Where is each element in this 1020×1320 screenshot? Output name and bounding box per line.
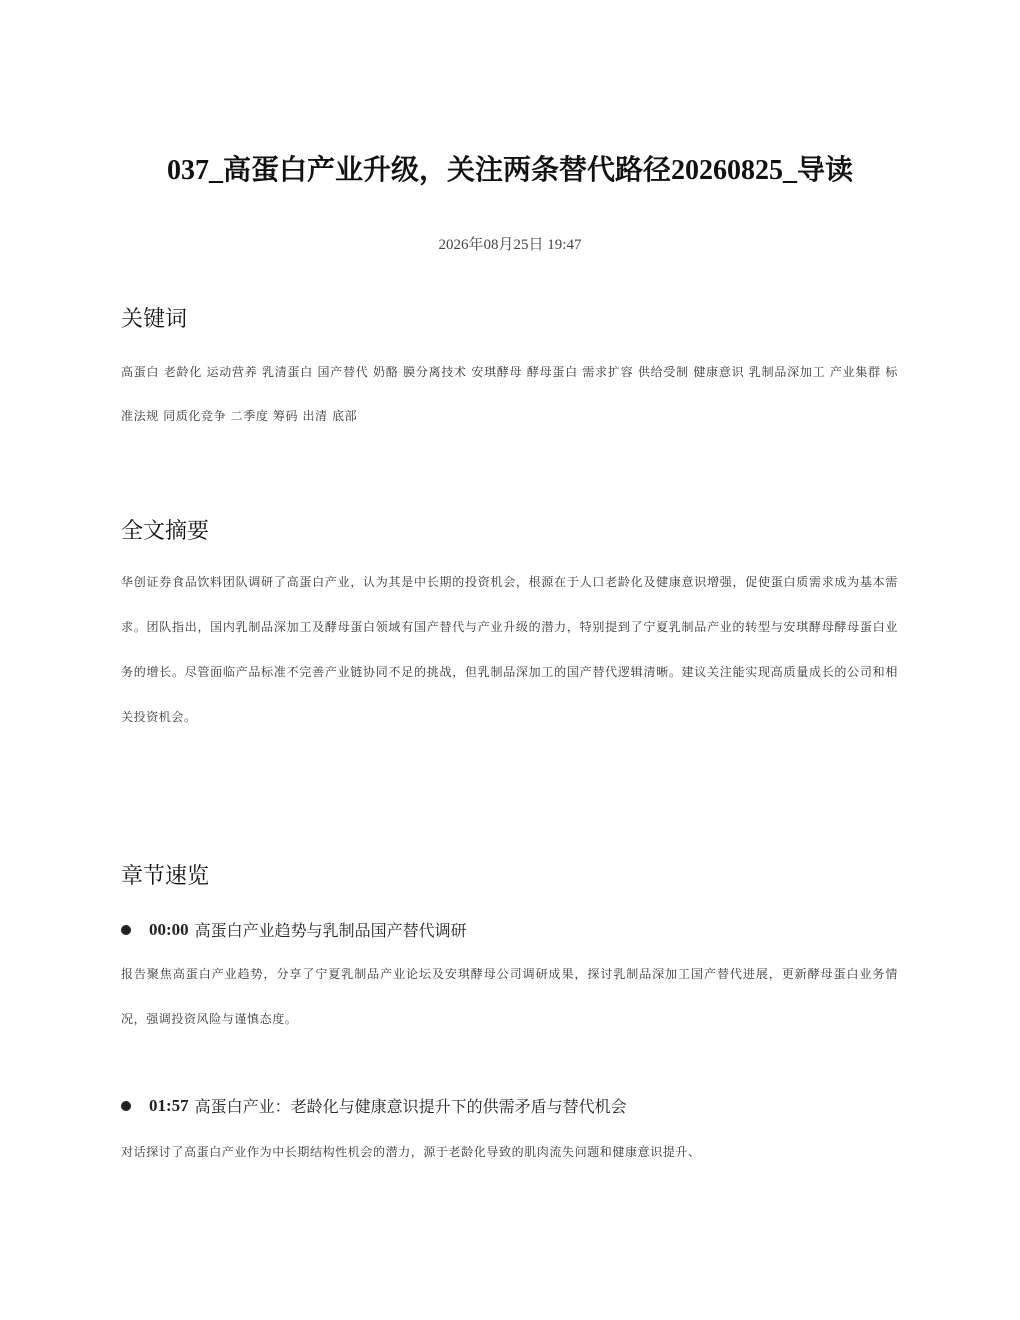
document-date: 2026年08月25日 19:47 xyxy=(438,237,582,253)
chapter-item-1-text: 报告聚焦高蛋白产业趋势，分享了宁夏乳制品产业论坛及安琪酵母公司调研成果，探讨乳制品深加工国产替代进展，更新酵母蛋白业务情况，强调投资风险与谨慎态度。 xyxy=(121,967,898,1026)
summary-text: 华创证券食品饮料团队调研了高蛋白产业，认为其是中长期的投资机会，根源在于人口老龄化及健康意识增强，促使蛋白质需求成为基本需求。团队指出，国内乳制品深加工及酵母蛋白领域有国产替代与产业升级的潜力，特别提到了宁夏乳制品产业的转型与安琪酵母酵母蛋白业务的增长。尽管面临产品标准不完善产业链协同不足的挑战，但乳制品深加工的国产替代逻辑清晰。建议关注能实现高质量成长的公司和相关投资机会。 xyxy=(121,575,898,724)
chapters-heading: 章节速览 xyxy=(121,864,210,889)
keywords-heading: 关键词 xyxy=(121,307,188,332)
bullet-icon xyxy=(121,1101,131,1111)
chapter-item-1-header xyxy=(121,918,901,941)
document-title: 037_高蛋白产业升级，关注两条替代路径20260825_导读 xyxy=(166,155,853,186)
bullet-icon xyxy=(121,925,131,935)
chapter-title: 高蛋白产业：老龄化与健康意识提升下的供需矛盾与替代机会 xyxy=(194,1097,627,1116)
chapter-title: 高蛋白产业趋势与乳制品国产替代调研 xyxy=(194,921,467,940)
chapter-item-2-text: 对话探讨了高蛋白产业作为中长期结构性机会的潜力，源于老龄化导致的肌肉流失问题和健康意识提升、 xyxy=(121,1145,701,1159)
keywords-text: 高蛋白 老龄化 运动营养 乳清蛋白 国产替代 奶酪 膜分离技术 安琪酵母 酵母蛋白 需求扩容 供给受制 健康意识 乳制品深加工 产业集群 标准法规 同质化竞争 二季度 筹码 出清 底部 xyxy=(121,365,898,423)
chapter-timestamp: 00:00 xyxy=(149,919,189,939)
chapter-item-2-header xyxy=(121,1094,901,1117)
chapter-timestamp: 01:57 xyxy=(149,1095,189,1115)
summary-heading: 全文摘要 xyxy=(121,519,210,544)
